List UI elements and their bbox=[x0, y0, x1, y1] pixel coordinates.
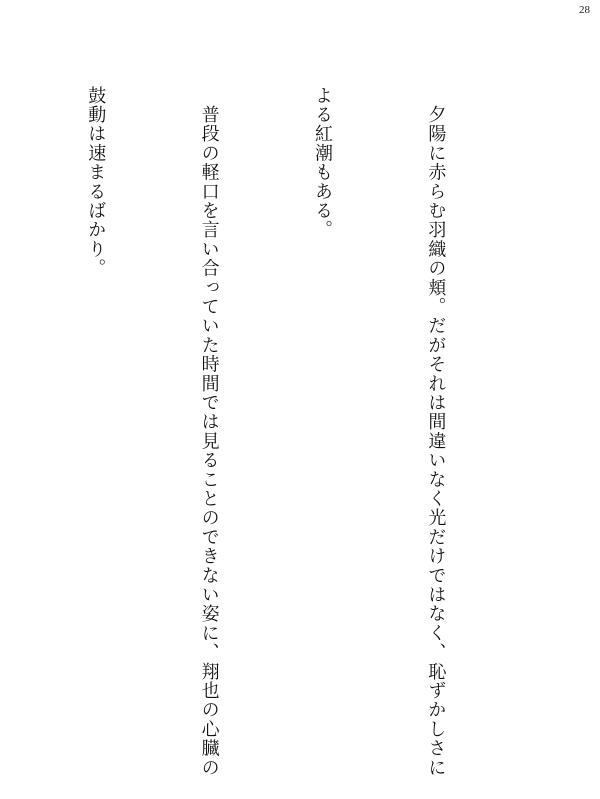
text-line: 夕陽に赤らむ羽織の頬。だがそれは間違いなく光だけではなく、恥ずかしさに bbox=[425, 86, 447, 778]
vertical-text-body bbox=[85, 86, 530, 786]
text-line bbox=[0, 86, 1, 786]
page-number: 28 bbox=[579, 4, 590, 16]
text-line: 普段の軽口を言い合っていた時間では見ることのできない姿に、翔也の心臓の bbox=[198, 86, 220, 778]
text-line: 鼓動は速まるばかり。 bbox=[85, 86, 107, 278]
text-line: よる紅潮もある。 bbox=[312, 86, 334, 240]
